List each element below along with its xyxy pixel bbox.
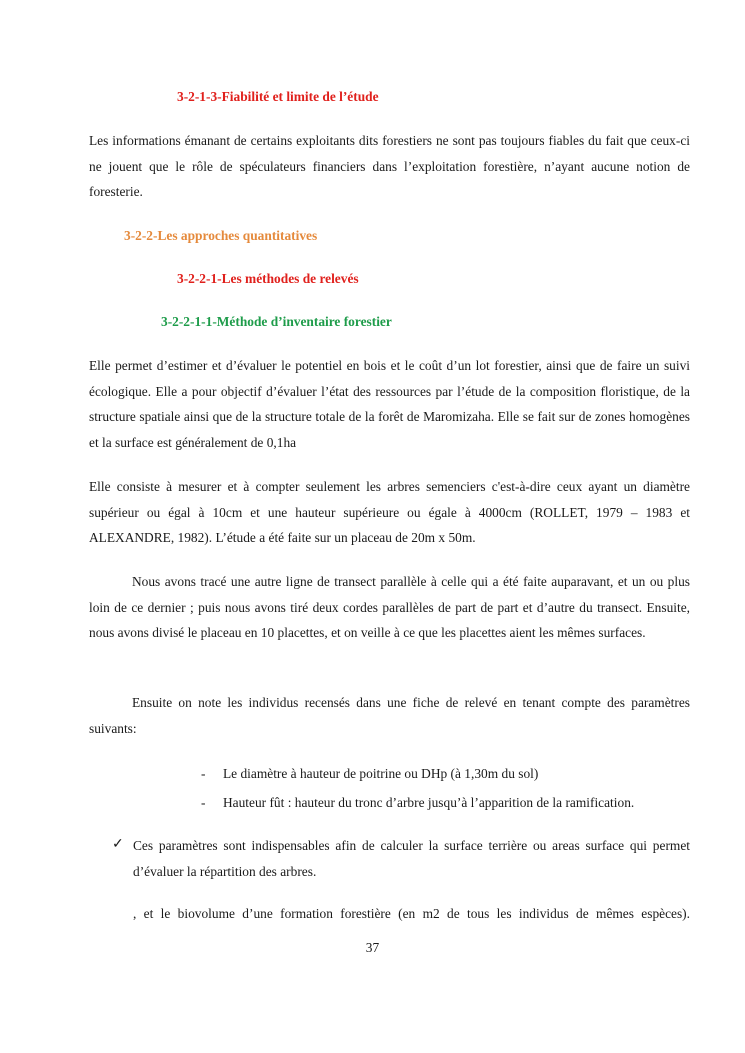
heading-3-2-2: 3-2-2-Les approches quantitatives xyxy=(124,228,318,243)
paragraph-inventory-purpose: Elle permet d’estimer et d’évaluer le potentiel en bois et le coût d’un lot forestier, ainsi que de faire un suivi écologique. Elle a pour objectif d’évaluer l’état des ressources par l’étude de la composition floristique, de la structure spatiale ainsi que de la structure totale de la forêt de Maromizaha. Elle se fait sur de zones homogènes et la surface est généralement de 0,1ha xyxy=(89,358,690,450)
list-item: Hauteur fût : hauteur du tronc d’arbre jusqu’à l’apparition de la ramification. xyxy=(223,795,635,810)
list-dash-1: - xyxy=(201,766,206,781)
page-number: 37 xyxy=(365,940,380,955)
heading-3-2-1-3: 3-2-1-3-Fiabilité et limite de l’étude xyxy=(177,89,379,104)
list-dash-2: - xyxy=(201,795,206,810)
paragraph-inventory-method: Elle consiste à mesurer et à compter seulement les arbres semenciers c'est-à-dire ceux ayant un diamètre supérieur ou égal à 10cm et une hauteur supérieure ou égale à 4000cm (ROLLET, 1979 – 1983 et ALEXANDRE, 1982). L’étude a été faite sur un placeau de 20m x 50m. xyxy=(89,479,690,546)
heading-3-2-2-1: 3-2-2-1-Les méthodes de relevés xyxy=(177,271,359,286)
check-item-text: Ces paramètres sont indispensables afin de calculer la surface terrière ou areas surface qui permet d’évaluer la répartition des arbres. xyxy=(133,838,690,879)
checkmark-icon: ✓ xyxy=(112,837,124,852)
heading-3-2-2-1-1: 3-2-2-1-1-Méthode d’inventaire forestier xyxy=(161,314,392,329)
paragraph-parameters-intro: Ensuite on note les individus recensés dans une fiche de relevé en tenant compte des paramètres suivants: xyxy=(89,695,690,736)
list-item: Le diamètre à hauteur de poitrine ou DHp (à 1,30m du sol) xyxy=(223,766,539,781)
paragraph-transect: Nous avons tracé une autre ligne de transect parallèle à celle qui a été faite auparavant, et un ou plus loin de ce dernier ; puis nous avons tiré deux cordes parallèles de part de part et d’autre du transect. Ensuite, nous avons divisé le placeau en 10 placettes, et on veille à ce que les placettes aient les mêmes surfaces. xyxy=(89,574,690,641)
paragraph-reliability: Les informations émanant de certains exploitants dits forestiers ne sont pas toujours fiables du fait que ceux-ci ne jouent que le rôle de spéculateurs financiers dans l’exploitation forestière, n’ayant aucune notion de foresterie. xyxy=(89,133,690,200)
trailing-line: , et le biovolume d’une formation forestière (en m2 de tous les individus de mêmes espèces). xyxy=(133,906,690,921)
